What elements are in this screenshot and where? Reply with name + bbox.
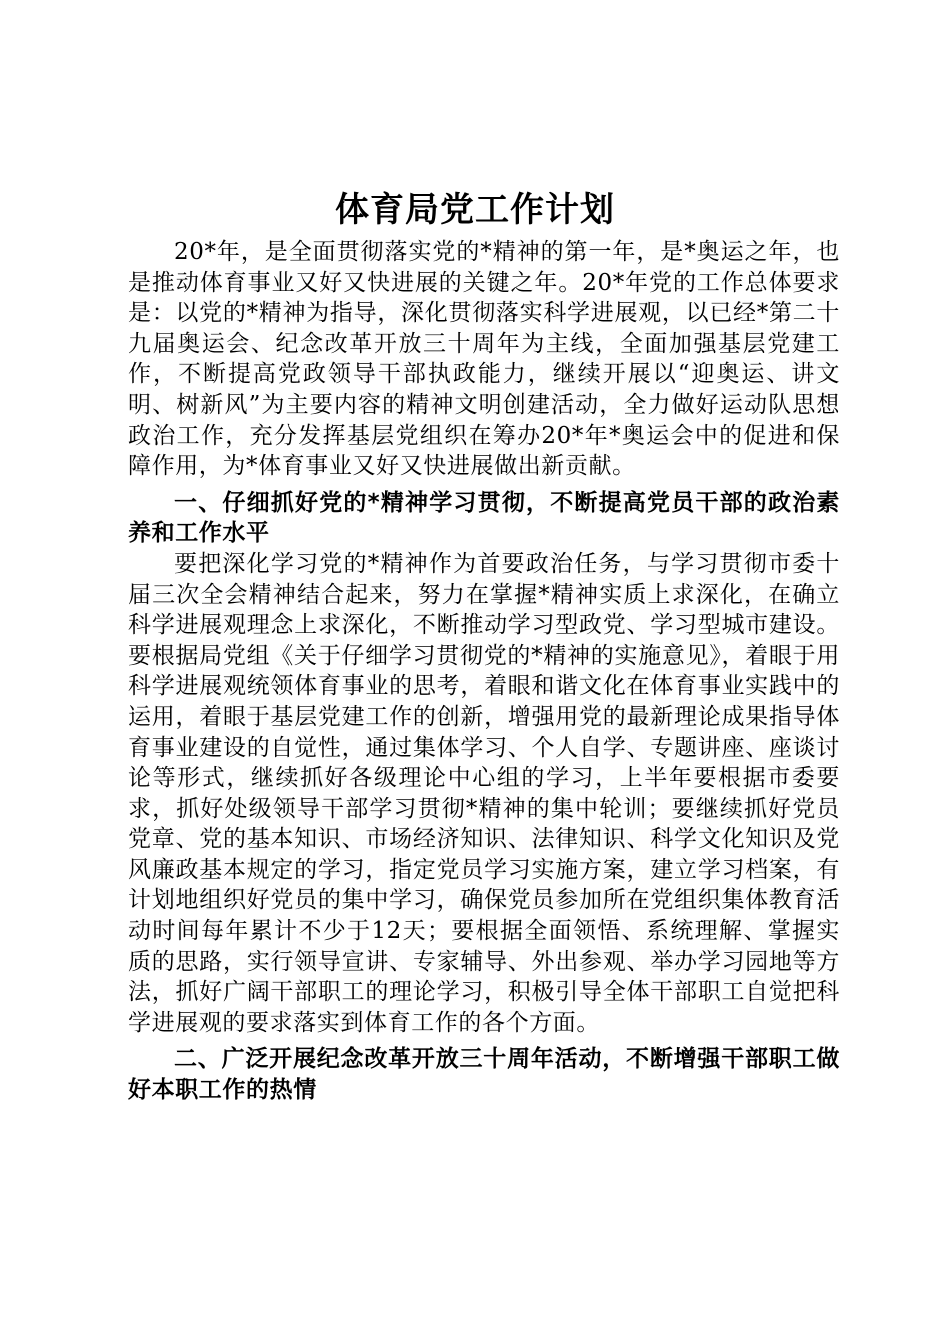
intro-paragraph: 20*年，是全面贯彻落实党的*精神的第一年，是*奥运之年，也是推动体育事业又好又快进展的关键之年。20*年党的工作总体要求是：以党的*精神为指导，深化贯彻落实科学进展观，以已经*第二十九届奥运会、纪念改革开放三十周年为主线，全面加强基层党建工作，不断提高党政领导干部执政能力，继续开展以“迎奥运、讲文明、树新风”为主要内容的精神文明创建活动，全力做好运动队思想政治工作，充分发挥基层党组织在筹办20*年*奥运会中的促进和保障作用，为*体育事业又好又快进展做出新贡献。	[128, 239, 840, 480]
section-2-heading: 二、广泛开展纪念改革开放三十周年活动，不断增强干部职工做好本职工作的热情	[128, 1046, 840, 1104]
section-1-heading: 一、仔细抓好党的*精神学习贯彻，不断提高党员干部的政治素养和工作水平	[128, 489, 840, 547]
document-body	[128, 237, 840, 1106]
section-1-paragraph: 要把深化学习党的*精神作为首要政治任务，与学习贯彻市委十届三次全会精神结合起来，努力在掌握*精神实质上求深化，在确立科学进展观理念上求深化，不断推动学习型政党、学习型城市建设。要根据局党组《关于仔细学习贯彻党的*精神的实施意见》，着眼于用科学进展观统领体育事业的思考，着眼和谐文化在体育事业实践中的运用，着眼于基层党建工作的创新，增强用党的最新理论成果指导体育事业建设的自觉性，通过集体学习、个人自学、专题讲座、座谈讨论等形式，继续抓好各级理论中心组的学习，上半年要根据市委要求，抓好处级领导干部学习贯彻*精神的集中轮训；要继续抓好党员党章、党的基本知识、市场经济知识、法律知识、科学文化知识及党风廉政基本规定的学习，指定党员学习实施方案，建立学习档案，有计划地组织好党员的集中学习，确保党员参加所在党组织集体教育活动时间每年累计不少于12天；要根据全面领悟、系统理解、掌握实质的思路，实行领导宣讲、专家辅导、外出参观、举办学习园地等方法，抓好广阔干部职工的理论学习，积极引导全体干部职工自觉把科学进展观的要求落实到体育工作的各个方面。	[128, 550, 840, 1036]
document-title: 体育局党工作计划	[335, 190, 615, 230]
